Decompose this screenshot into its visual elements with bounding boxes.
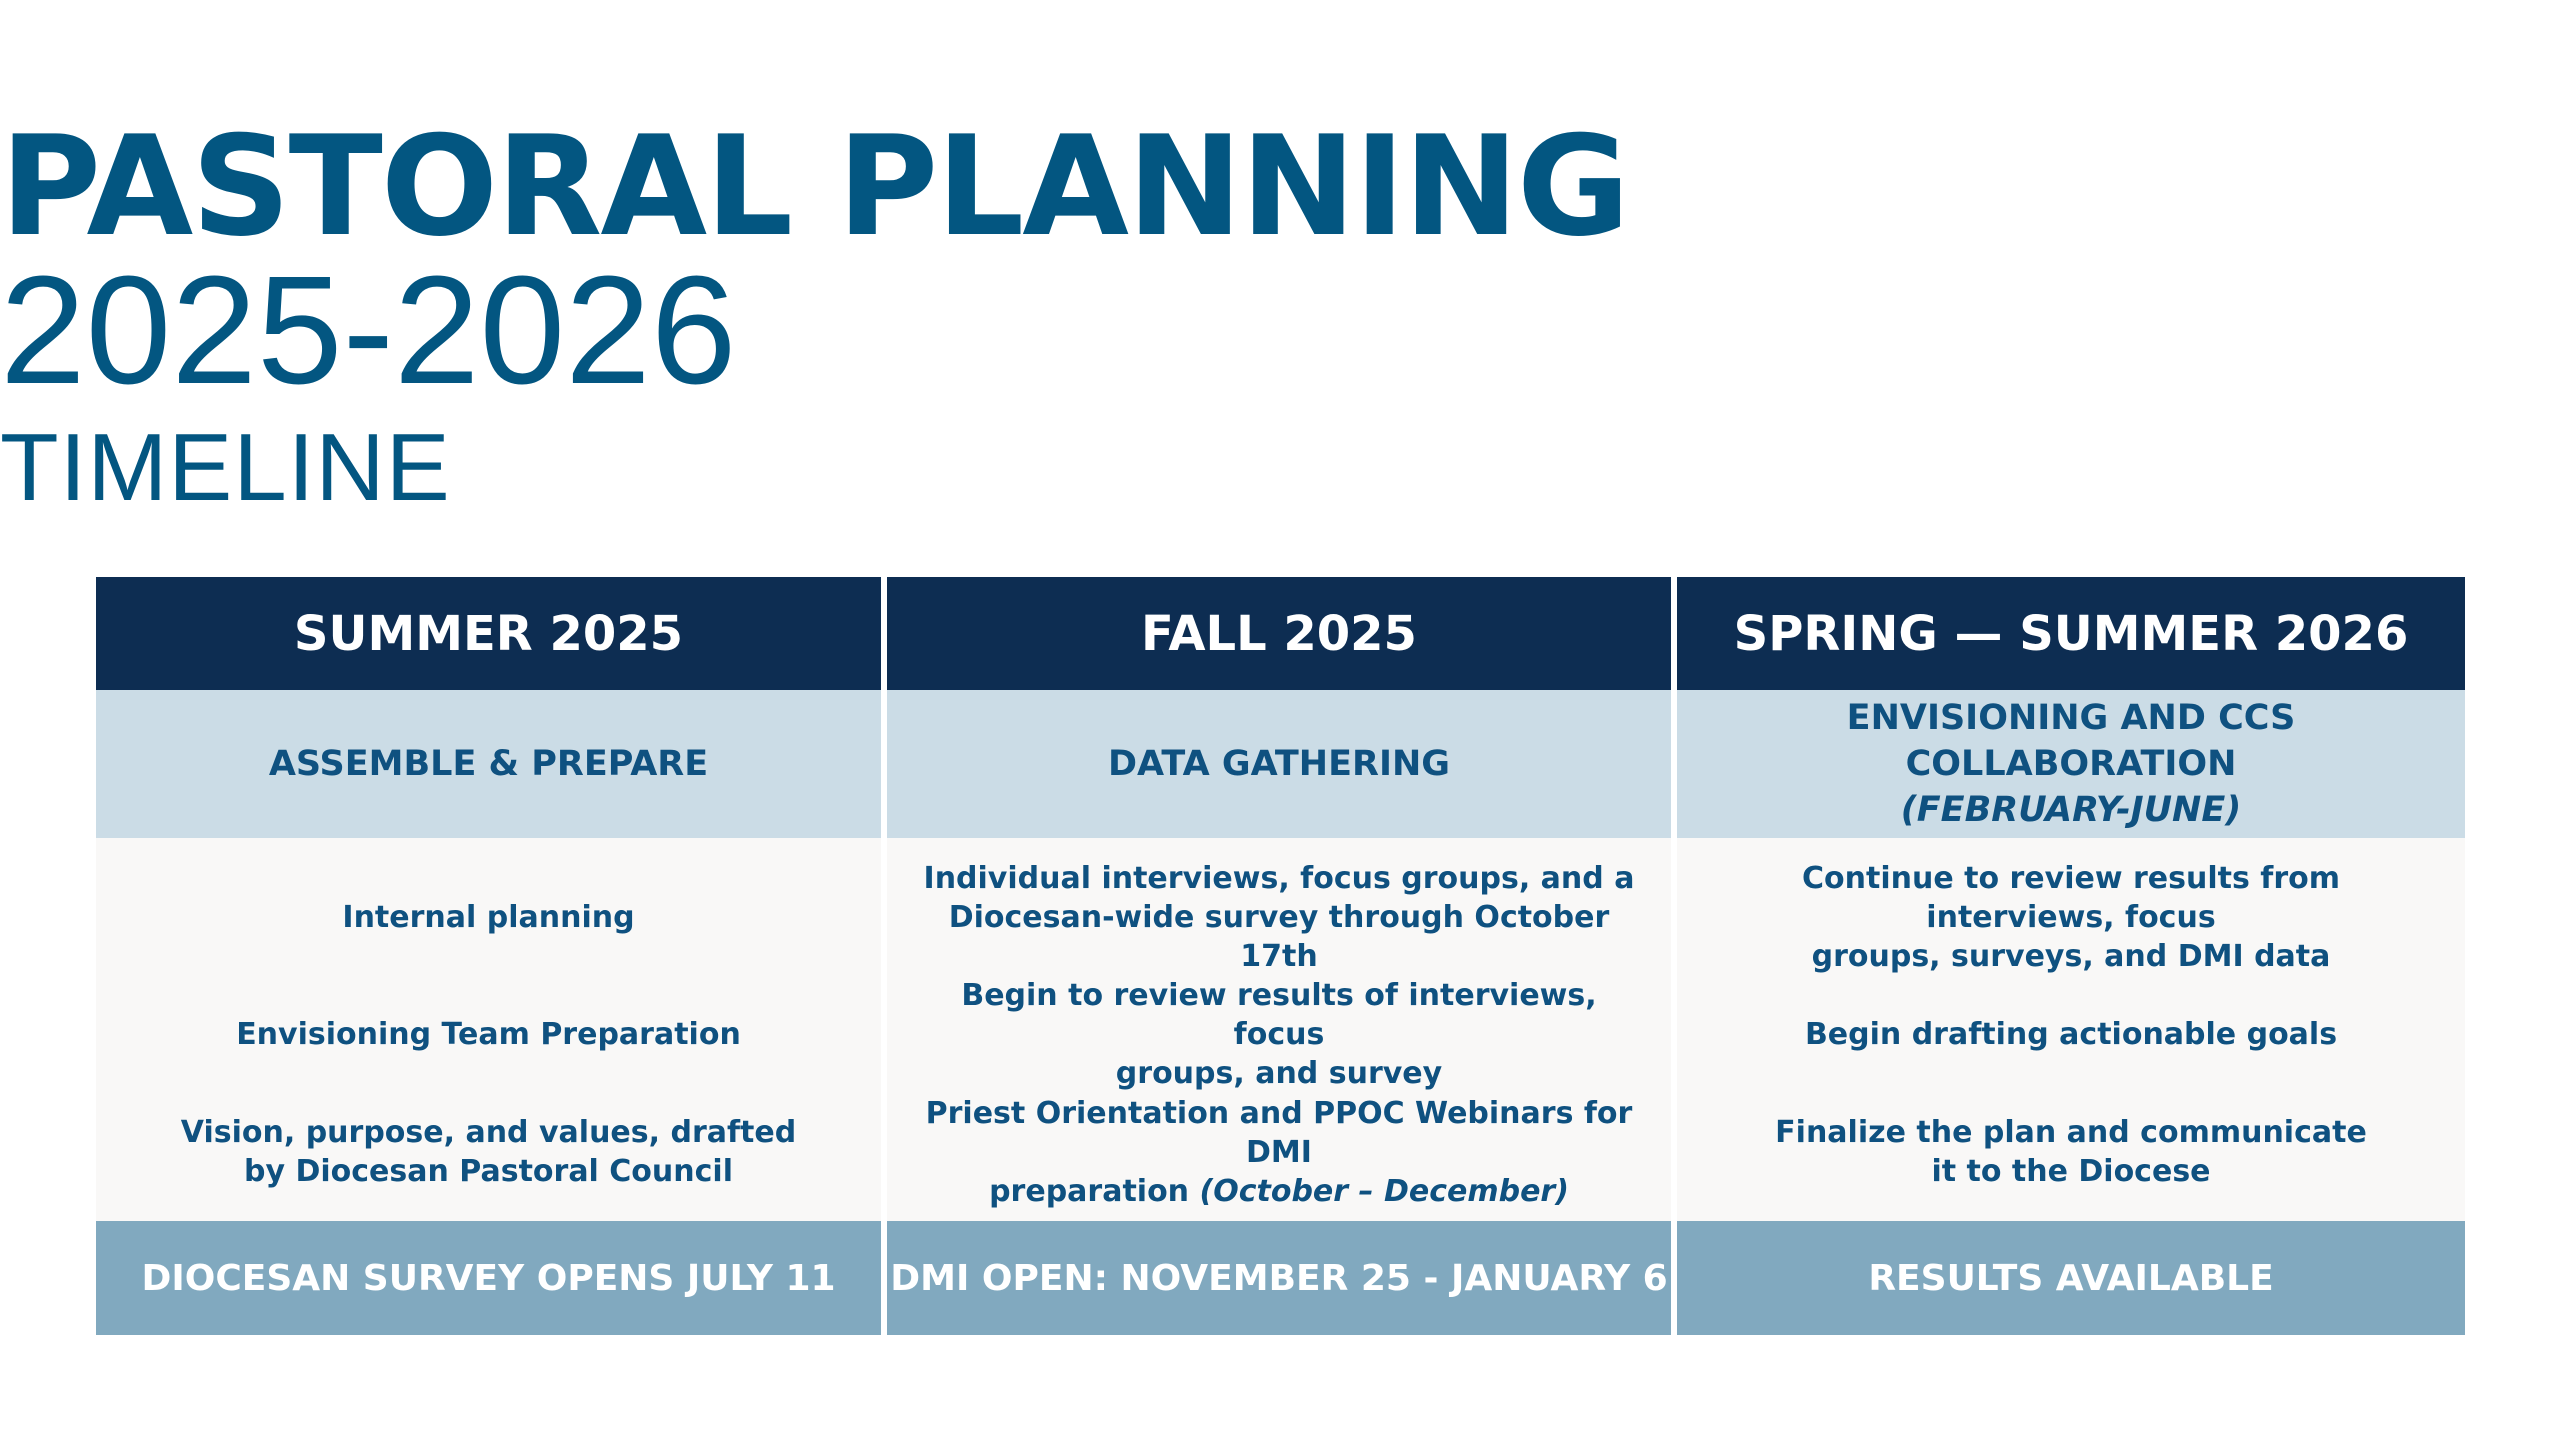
column-header-summer-2025: SUMMER 2025 xyxy=(96,577,881,690)
phase-spring-summer-2026 xyxy=(1677,690,2465,838)
page-title: PASTORAL PLANNING xyxy=(0,106,1629,267)
item-line: preparation xyxy=(989,1173,1190,1209)
list-item xyxy=(181,1113,796,1191)
body-summer-2025 xyxy=(96,838,881,1221)
item-line: groups, surveys, and DMI data xyxy=(1811,938,2331,974)
footer-fall-2025: DMI OPEN: NOVEMBER 25 - JANUARY 6 xyxy=(887,1221,1671,1335)
phase-note: (FEBRUARY-JUNE) xyxy=(1900,790,2242,830)
column-header-fall-2025: FALL 2025 xyxy=(887,577,1671,690)
item-line: by Diocesan Pastoral Council xyxy=(243,1154,733,1189)
timeline-table xyxy=(96,577,2465,1335)
item-line: it to the Diocese xyxy=(1931,1154,2211,1189)
list-item xyxy=(917,978,1641,1091)
phase-label: ASSEMBLE & PREPARE xyxy=(268,744,709,784)
column-header-spring-summer-2026: SPRING — SUMMER 2026 xyxy=(1677,577,2465,690)
list-item xyxy=(342,878,634,956)
item-line: Diocesan-wide survey through October 17th xyxy=(948,899,1610,974)
item-line: Finalize the plan and communicate xyxy=(1775,1115,2367,1150)
page-years: 2025-2026 xyxy=(0,244,737,416)
phase-fall-2025 xyxy=(887,690,1671,838)
item-line: Continue to review results from interviews, focus xyxy=(1802,860,2340,935)
item-line: Vision, purpose, and values, drafted xyxy=(180,1115,797,1150)
item-line: Begin to review results of interviews, focus xyxy=(961,978,1597,1052)
item-line: groups, and survey xyxy=(1115,1056,1443,1091)
item-line: Envisioning Team Preparation xyxy=(236,1017,741,1052)
phase-summer-2025 xyxy=(96,690,881,838)
item-line-with-note xyxy=(989,1172,1569,1211)
phase-label: ENVISIONING AND CCS COLLABORATION xyxy=(1846,698,2296,784)
phase-label: DATA GATHERING xyxy=(1107,744,1451,784)
list-item xyxy=(917,860,1641,974)
item-note: (October – December) xyxy=(1199,1173,1569,1209)
item-line: Individual interviews, focus groups, and a xyxy=(923,860,1635,896)
list-item xyxy=(1707,860,2435,974)
item-line: Priest Orientation and PPOC Webinars for DMI xyxy=(925,1095,1633,1170)
footer-spring-summer-2026: RESULTS AVAILABLE xyxy=(1677,1221,2465,1335)
body-fall-2025 xyxy=(887,838,1671,1221)
page-subtitle: TIMELINE xyxy=(0,414,451,521)
list-item xyxy=(917,1095,1641,1209)
item-line: Internal planning xyxy=(342,899,635,935)
list-item xyxy=(1775,1113,2367,1191)
list-item xyxy=(1805,996,2337,1074)
body-spring-summer-2026 xyxy=(1677,838,2465,1221)
item-line: Begin drafting actionable goals xyxy=(1804,1017,2338,1052)
list-item xyxy=(236,996,741,1074)
footer-summer-2025: DIOCESAN SURVEY OPENS JULY 11 xyxy=(96,1221,881,1335)
